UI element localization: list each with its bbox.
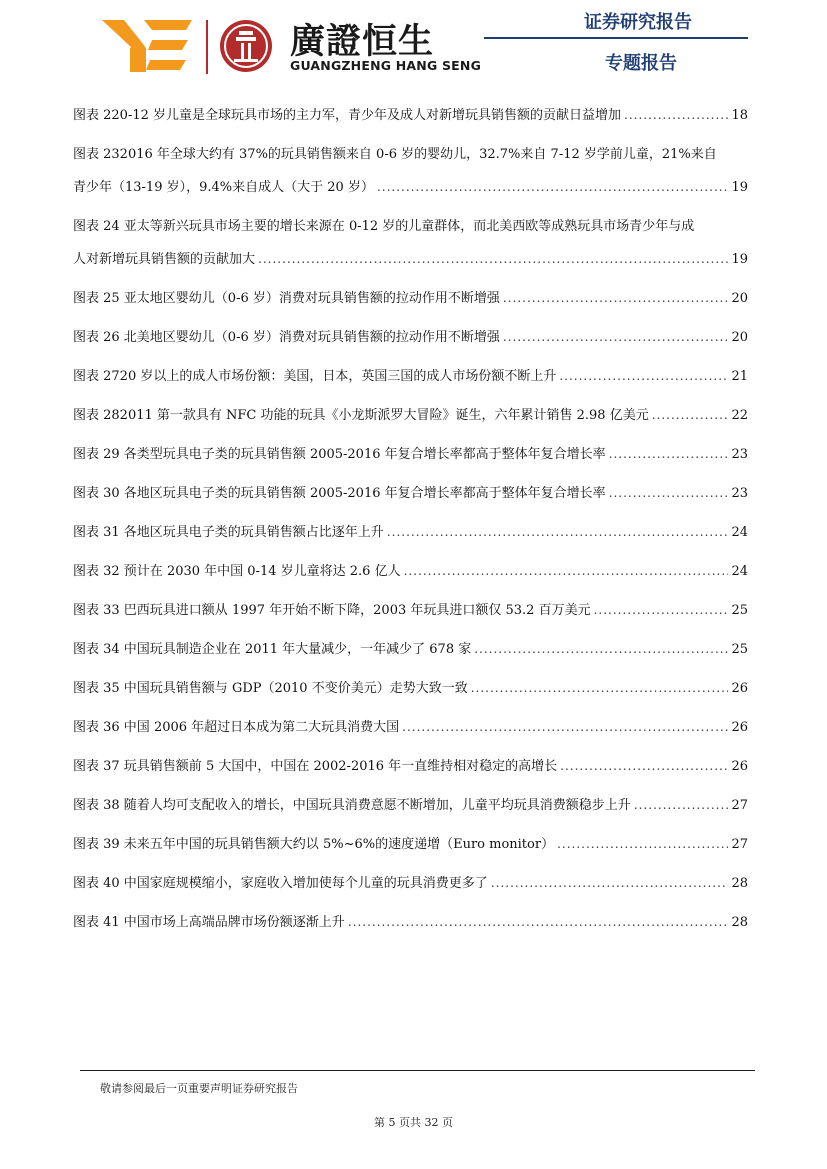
toc-page-number: 20 — [731, 330, 748, 345]
toc-page-number: 25 — [731, 642, 748, 657]
toc-leader-dots — [471, 677, 729, 700]
toc-page-number: 21 — [731, 369, 748, 384]
toc-entry-title: 图表 37 玩具销售额前 5 大国中，中国在 2002-2016 年一直维持相对稳定的高增长 — [73, 759, 558, 774]
toc-entry-line — [73, 443, 748, 466]
toc-entry-line — [73, 248, 748, 271]
toc-entry-title: 图表 32 预计在 2030 年中国 0-14 岁儿童将达 2.6 亿人 — [73, 564, 401, 579]
toc-leader-dots — [609, 482, 729, 505]
toc-leader-dots — [387, 521, 729, 544]
toc-entry-title: 图表 220-12 岁儿童是全球玩具市场的主力军，青少年及成人对新增玩具销售额的贡献日益增加 — [73, 108, 622, 123]
toc-entry-title: 图表 34 中国玩具制造企业在 2011 年大量减少，一年减少了 678 家 — [73, 642, 472, 657]
toc-entry-line — [73, 404, 748, 427]
toc-page-number: 28 — [731, 915, 748, 930]
toc-leader-dots — [258, 248, 728, 271]
toc-leader-dots — [503, 326, 729, 349]
toc-entry-title: 图表 232016 年全球大约有 37%的玩具销售额来自 0-6 岁的婴幼儿，32.7%来自 7-12 岁学前儿童，21%来自 — [73, 147, 717, 162]
toc-entry-line — [73, 326, 748, 349]
toc-leader-dots — [557, 833, 728, 856]
seal-logo-icon — [218, 18, 274, 74]
toc-entry[interactable] — [73, 404, 748, 427]
toc-leader-dots — [652, 404, 729, 427]
report-subtype: 专题报告 — [605, 53, 677, 74]
company-logo-english: GUANGZHENG HANG SENG — [290, 58, 482, 73]
toc-leader-dots — [559, 365, 728, 388]
footer-disclaimer: 敬请参阅最后一页重要声明证券研究报告 — [100, 1082, 298, 1095]
toc-leader-dots — [503, 287, 729, 310]
toc-entry-line — [73, 215, 748, 238]
toc-entry[interactable] — [73, 443, 748, 466]
toc-entry[interactable] — [73, 215, 748, 271]
toc-entry-title: 青少年（13-19 岁），9.4%来自成人（大于 20 岁） — [73, 180, 374, 195]
ye-logo-icon — [100, 18, 194, 74]
company-logo-text: 廣證恒生 — [290, 22, 435, 62]
toc-leader-dots — [491, 872, 729, 895]
toc-entry[interactable] — [73, 143, 748, 199]
toc-page-number: 24 — [731, 525, 748, 540]
toc-entry-line — [73, 521, 748, 544]
toc-entry-title: 图表 31 各地区玩具电子类的玩具销售额占比逐年上升 — [73, 525, 384, 540]
toc-entry-line — [73, 176, 748, 199]
toc-entry-title: 图表 36 中国 2006 年超过日本成为第二大玩具消费大国 — [73, 720, 400, 735]
toc-page-number: 23 — [731, 486, 748, 501]
toc-entry-line — [73, 638, 748, 661]
toc-entry[interactable] — [73, 911, 748, 934]
figure-index-list — [73, 104, 748, 934]
toc-entry-line — [73, 482, 748, 505]
toc-entry[interactable] — [73, 287, 748, 310]
toc-entry-title: 图表 24 亚太等新兴玩具市场主要的增长来源在 0-12 岁的儿童群体，而北美西欧等成熟玩具市场青少年与成 — [73, 219, 695, 234]
toc-page-number: 19 — [731, 180, 748, 195]
toc-entry-title: 图表 35 中国玩具销售额与 GDP（2010 不变价美元）走势大致一致 — [73, 681, 468, 696]
logo-divider — [206, 20, 208, 74]
toc-entry-line — [73, 560, 748, 583]
toc-entry[interactable] — [73, 482, 748, 505]
toc-entry-line — [73, 755, 748, 778]
footer-rule — [80, 1070, 755, 1071]
toc-leader-dots — [474, 638, 728, 661]
toc-entry[interactable] — [73, 521, 748, 544]
toc-entry[interactable] — [73, 833, 748, 856]
toc-entry[interactable] — [73, 104, 748, 127]
toc-leader-dots — [560, 755, 728, 778]
header-rule — [484, 37, 748, 39]
toc-entry-line — [73, 365, 748, 388]
toc-entry[interactable] — [73, 716, 748, 739]
toc-leader-dots — [594, 599, 729, 622]
toc-leader-dots — [624, 104, 728, 127]
toc-entry-title: 图表 41 中国市场上高端品牌市场份额逐渐上升 — [73, 915, 345, 930]
toc-page-number: 26 — [731, 681, 748, 696]
toc-entry[interactable] — [73, 794, 748, 817]
toc-entry-line — [73, 104, 748, 127]
toc-entry-line — [73, 794, 748, 817]
toc-entry-title: 图表 29 各类型玩具电子类的玩具销售额 2005-2016 年复合增长率都高于整体年复合增长率 — [73, 447, 606, 462]
toc-page-number: 26 — [731, 720, 748, 735]
toc-entry-title: 图表 25 亚太地区婴幼儿（0-6 岁）消费对玩具销售额的拉动作用不断增强 — [73, 291, 500, 306]
toc-entry-title: 图表 30 各地区玩具电子类的玩具销售额 2005-2016 年复合增长率都高于整体年复合增长率 — [73, 486, 606, 501]
toc-leader-dots — [402, 716, 728, 739]
toc-page-number: 19 — [731, 252, 748, 267]
toc-leader-dots — [404, 560, 729, 583]
toc-entry[interactable] — [73, 560, 748, 583]
toc-entry[interactable] — [73, 638, 748, 661]
toc-entry-title: 图表 40 中国家庭规模缩小，家庭收入增加使每个儿童的玩具消费更多了 — [73, 876, 488, 891]
toc-entry[interactable] — [73, 365, 748, 388]
toc-page-number: 24 — [731, 564, 748, 579]
page-number: 第 5 页共 32 页 — [374, 1116, 453, 1129]
toc-entry-line — [73, 599, 748, 622]
toc-entry-title: 图表 282011 第一款具有 NFC 功能的玩具《小龙斯派罗大冒险》诞生，六年累计销售 2.98 亿美元 — [73, 408, 649, 423]
toc-entry[interactable] — [73, 599, 748, 622]
toc-entry-line — [73, 911, 748, 934]
toc-entry-line — [73, 677, 748, 700]
toc-entry-title: 图表 38 随着人均可支配收入的增长，中国玩具消费意愿不断增加，儿童平均玩具消费额稳步上升 — [73, 798, 631, 813]
toc-page-number: 18 — [731, 108, 748, 123]
toc-entry-line — [73, 716, 748, 739]
toc-entry[interactable] — [73, 755, 748, 778]
toc-page-number: 26 — [731, 759, 748, 774]
toc-entry-title: 人对新增玩具销售额的贡献加大 — [73, 252, 256, 267]
toc-leader-dots — [634, 794, 729, 817]
toc-page-number: 20 — [731, 291, 748, 306]
toc-entry[interactable] — [73, 872, 748, 895]
page-header — [0, 0, 827, 90]
toc-entry-line — [73, 872, 748, 895]
toc-page-number: 25 — [731, 603, 748, 618]
report-type-title: 证券研究报告 — [584, 12, 692, 33]
toc-page-number: 27 — [731, 837, 748, 852]
toc-leader-dots — [348, 911, 729, 934]
toc-entry-title: 图表 26 北美地区婴幼儿（0-6 岁）消费对玩具销售额的拉动作用不断增强 — [73, 330, 500, 345]
toc-page-number: 22 — [731, 408, 748, 423]
toc-page-number: 27 — [731, 798, 748, 813]
toc-leader-dots — [377, 176, 729, 199]
toc-entry-title: 图表 2720 岁以上的成人市场份额：美国，日本，英国三国的成人市场份额不断上升 — [73, 369, 557, 384]
toc-entry-line — [73, 833, 748, 856]
toc-entry-line — [73, 287, 748, 310]
toc-entry-title: 图表 33 巴西玩具进口额从 1997 年开始不断下降，2003 年玩具进口额仅 53.2 百万美元 — [73, 603, 591, 618]
toc-entry[interactable] — [73, 677, 748, 700]
toc-entry[interactable] — [73, 326, 748, 349]
toc-entry-line — [73, 143, 748, 166]
toc-leader-dots — [609, 443, 729, 466]
toc-entry-title: 图表 39 未来五年中国的玩具销售额大约以 5%~6%的速度递增（Euro monitor） — [73, 837, 555, 852]
toc-page-number: 23 — [731, 447, 748, 462]
toc-page-number: 28 — [731, 876, 748, 891]
